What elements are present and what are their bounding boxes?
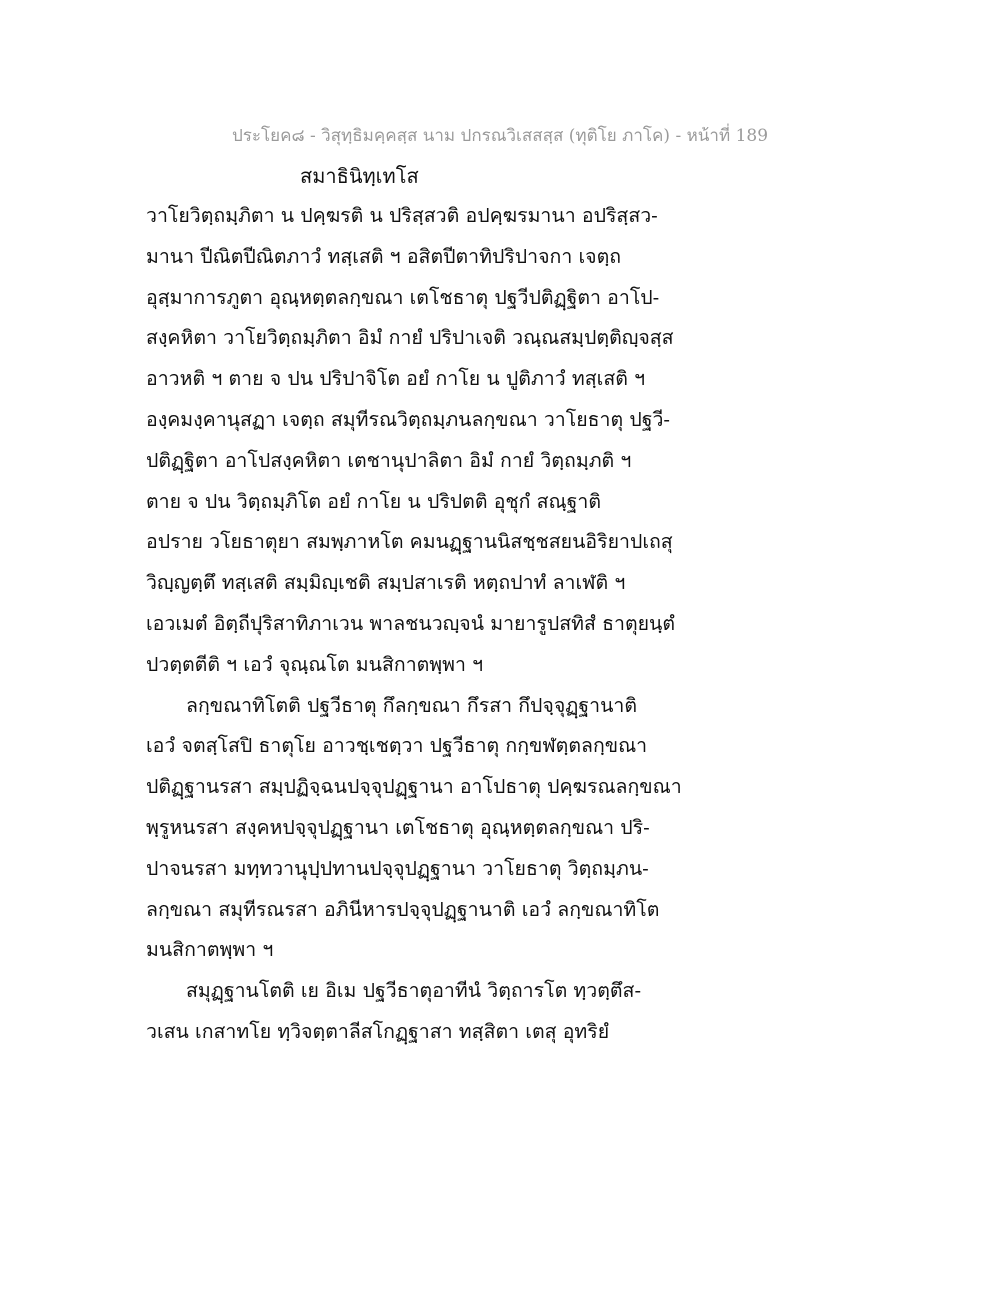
text-line: อาวหติ ฯ ตาย จ ปน ปริปาจิโต อยํ กาโย น ปูติภาวํ ทสฺเสติ ฯ: [146, 367, 646, 391]
text-line: มานา ปีณิตปีณิตภาวํ ทสฺเสติ ฯ อสิตปีตาทิปริปาจกา เจตฺถ: [146, 244, 622, 268]
text-line: วาโยวิตฺถมฺภิตา น ปคฺฆรติ น ปริสฺสวติ อปคฺฆรมานา อปริสฺสว-: [146, 204, 658, 227]
text-line: องฺคมงฺคานุสฏา เจตฺถ สมุทีรณวิตฺถมฺภนลกฺขณา วาโยธาตุ ปฐวี-: [146, 407, 671, 431]
text-line: ปวตฺตตีติ ฯ เอวํ จุณฺณโต มนสิกาตพฺพา ฯ: [146, 652, 484, 676]
body-text: [146, 196, 706, 1053]
text-line: ลกฺขณาทิโตติ ปฐวีธาตุ กึลกฺขณา กึรสา กึปจฺจุฏฺฐานาติ: [186, 693, 638, 717]
text-line: เอวํ จตสฺโสปิ ธาตุโย อาวชฺเชตฺวา ปฐวีธาตุ กกฺขฬตฺตลกฺขณา: [146, 734, 648, 758]
text-line: สมุฏฺฐานโตติ เย อิเม ปฐวีธาตุอาทีนํ วิตฺถารโต ทฺวตฺตึส-: [186, 979, 642, 1003]
section-title: สมาธินิทฺเทโส: [300, 164, 419, 188]
text-line: วิญฺญตฺตึ ทสฺเสติ สมฺมิญฺเชติ สมฺปสาเรติ หตฺถปาทํ ลาเฬติ ฯ: [146, 571, 626, 595]
text-line: ลกฺขณา สมุทีรณรสา อภินีหารปจฺจุปฏฺฐานาติ เอวํ ลกฺขณาทิโต: [146, 897, 660, 921]
text-line: ปติฏฺฐิตา อาโปสงฺคหิตา เตชานุปาลิตา อิมํ กายํ วิตฺถมฺภติ ฯ: [146, 448, 632, 472]
text-line: พฺรูหนรสา สงฺคหปจฺจุปฏฺฐานา เตโชธาตุ อุณฺหตฺตลกฺขณา ปริ-: [146, 815, 650, 839]
text-line: ปาจนรสา มทฺทวานุปฺปทานปจฺจุปฏฺฐานา วาโยธาตุ วิตฺถมฺภน-: [146, 856, 649, 880]
text-line: อปราย วโยธาตุยา สมพฺภาหโต คมนฏฺฐานนิสชฺชสยนอิริยาปเถสุ: [146, 530, 673, 554]
page-header: ประโยค๘ - วิสุทฺธิมคฺคสฺส นาม ปกรณวิเสสสฺส (ทุติโย ภาโค) - หน้าที่ 189: [231, 126, 769, 146]
text-line: เอวเมตํ อิตฺถีปุริสาทิภาเวน พาลชนวญฺจนํ มายารูปสทิสํ ธาตุยนฺตํ: [146, 611, 676, 635]
text-line: มนสิกาตพฺพา ฯ: [146, 938, 274, 962]
text-line: วเสน เกสาทโย ทฺวิจตฺตาลีสโกฏฺฐาสา ทสฺสิตา เตสุ อุทริยํ: [146, 1019, 610, 1043]
text-line: อุสฺมาการภูตา อุณฺหตฺตลกฺขณา เตโชธาตุ ปฐวีปติฏฺฐิตา อาโป-: [146, 285, 660, 309]
text-line: สงฺคหิตา วาโยวิตฺถมฺภิตา อิมํ กายํ ปริปาเจติ วณฺณสมฺปตฺติญฺจสฺส: [146, 326, 674, 350]
text-line: ปติฏฺฐานรสา สมฺปฏิจฺฉนปจฺจุปฏฺฐานา อาโปธาตุ ปคฺฆรณลกฺขณา: [146, 775, 682, 799]
text-line: ตาย จ ปน วิตฺถมฺภิโต อยํ กาโย น ปริปตติ อุชุกํ สณฺฐาติ: [146, 489, 602, 513]
